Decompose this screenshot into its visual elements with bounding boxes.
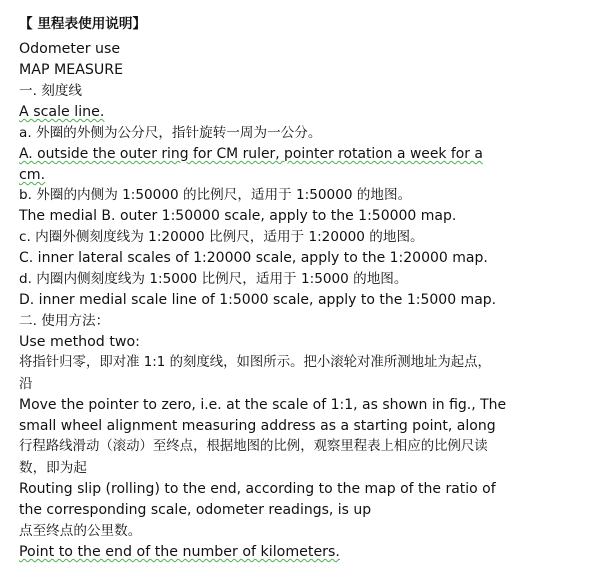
section-heading: 二. 使用方法： [19, 313, 110, 329]
text-line: 将指针归零，即对准 1:1 的刻度线，如图所示。把小滚轮对准所测地址为起点， [19, 355, 491, 370]
text-line: Move the pointer to zero, i.e. at the scale of 1:1, as shown in fig., The [19, 397, 507, 413]
text-line: Routing slip (rolling) to the end, according to the map of the ratio of [19, 481, 496, 497]
text-line: A. outside the outer ring for CM ruler, pointer rotation a week for a [19, 146, 483, 162]
text-line: d. 内圈内侧刻度线为 1:5000 比例尺，适用于 1:5000 的地图。 [19, 271, 408, 287]
text-line: 行程路线滑动（滚动）至终点，根据地图的比例，观察里程表上相应的比例尺读 [19, 439, 488, 454]
text-line: 点至终点的公里数。 [19, 523, 142, 539]
text-line: A scale line. [19, 104, 105, 120]
text-line: Odometer use [19, 41, 121, 57]
text-line: 沿 [19, 376, 33, 392]
section-heading: 一. 刻度线 [19, 83, 83, 99]
text-line: D. inner medial scale line of 1:5000 scale, apply to the 1:5000 map. [19, 292, 497, 308]
text-line: The medial B. outer 1:50000 scale, apply to the 1:50000 map. [19, 208, 457, 224]
text-line: small wheel alignment measuring address as a starting point, along [19, 418, 496, 434]
text-line: MAP MEASURE [19, 62, 124, 78]
text-line: Use method two: [19, 334, 140, 350]
text-line: cm. [19, 167, 46, 183]
text-line: b. 外圈的内侧为 1:50000 的比例尺，适用于 1:50000 的地图。 [19, 187, 412, 203]
text-line: 数，即为起 [19, 460, 87, 476]
text-line: the corresponding scale, odometer readings, is up [19, 502, 372, 518]
text-line: a. 外圈的外侧为公分尺，指针旋转一周为一公分。 [19, 125, 322, 141]
document-title: 【 里程表使用说明】 [19, 16, 147, 32]
text-line: c. 内圈外侧刻度线为 1:20000 比例尺，适用于 1:20000 的地图。 [19, 229, 424, 245]
text-line: Point to the end of the number of kilometers. [19, 544, 340, 560]
text-line: C. inner lateral scales of 1:20000 scale, apply to the 1:20000 map. [19, 250, 488, 266]
